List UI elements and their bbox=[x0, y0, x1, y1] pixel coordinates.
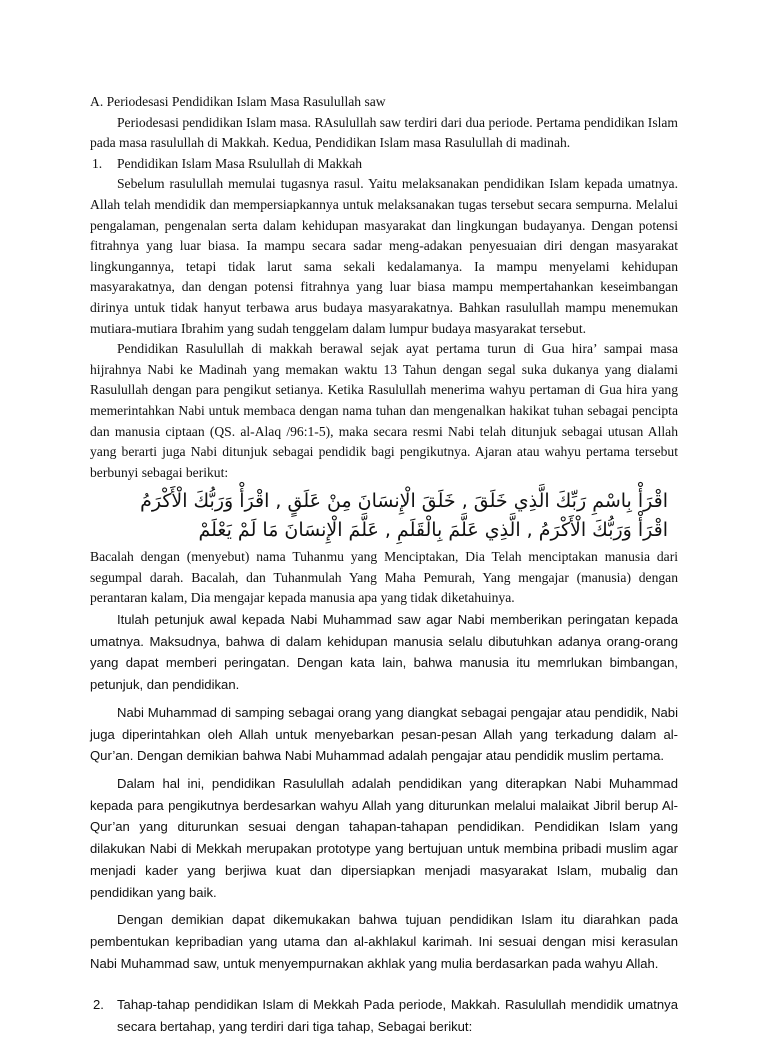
arabic-verse-line: اقْرَأْ وَرَبُّكَ الْأَكْرَمُ , الَّذِي عَلَّمَ بِالْقَلَمِ , عَلَّمَ الْإِنسَانَ مَا لَمْ يَعْلَمْ bbox=[198, 519, 668, 542]
list-number: 2. bbox=[93, 997, 104, 1013]
section-intro-paragraph: Periodesasi pendidikan Islam masa. RAsulullah saw terdiri dari dua periode. Pertama pendidikan Islam pada masa rasulullah di Makkah. Kedua, Pendidikan Islam masa Rasulullah di madinah. bbox=[90, 114, 678, 151]
paragraph: Dengan demikian dapat dikemukakan bahwa tujuan pendidikan Islam itu diarahkan pada pembentukan kepribadian yang utama dan al-akhlakul karimah. Ini sesuai dengan misi kerasulan Nabi Muhammad saw, untuk menyempurnakan akhlak yang mulia berdasarkan pada wahyu Allah. bbox=[90, 912, 678, 971]
list-item-text: Tahap-tahap pendidikan Islam di Mekkah Pada periode, Makkah. Rasulullah mendidik umatnya secara bertahap, yang terdiri dari tiga tahap, Sebagai berikut: bbox=[117, 997, 678, 1035]
verse-translation: Bacalah dengan (menyebut) nama Tuhanmu yang Menciptakan, Dia Telah menciptakan manusia dari segumpal darah. Bacalah, dan Tuhanmulah Yang Maha Pemurah, Yang mengajar (manusia) dengan perantaran kalam, Dia mengajar kepada manusia apa yang tidak diketahuinya. bbox=[90, 549, 678, 606]
paragraph: Sebelum rasulullah memulai tugasnya rasul. Yaitu melaksanakan pendidikan Islam kepada umatnya. Allah telah mendidik dan mempersiapkannya untuk melaksanakan tugas tersebut secara sempurna. Melalui pengalaman, pengenalan serta dalam kehidupan masyarakat dan lingkungan budayanya. Dengan potensi fitrahnya yang luar biasa. Ia mampu secara sadar meng-adakan penyesuaian diri dengan masyarakat lingkungannya, tetapi tidak larut sama sekali kedalamanya. Ia mampu menyelami kehidupan masyarakatnya, dan dengan potensi fitrahnya yang luar biasa mampu mempertahankan keseimbangan dirinya untuk tidak hanyut terbawa arus budaya masyarakatnya. Bahkan rasulullah mampu menemukan mutiara-mutiara Ibrahim yang sudah tenggelam dalam lumpur budaya masyarakat tersebut. bbox=[90, 176, 678, 336]
paragraph: Dalam hal ini, pendidikan Rasulullah adalah pendidikan yang diterapkan Nabi Muhammad kepada para pengikutnya berdesarkan wahyu Allah yang diturunkan melalui malaikat Jibril berup Al-Qur’an yang diturunkan sesuai dengan tahapan-tahapan pendidikan. Pendidikan Islam yang dilakukan Nabi di Mekkah merupakan prototype yang bertujuan untuk membina pribadi muslim agar menjadi kader yang berjiwa kuat dan dipersiapkan menjadi masyarakat Islam, mubalig dan pendidikan yang baik. bbox=[90, 775, 678, 900]
paragraph: Nabi Muhammad di samping sebagai orang yang diangkat sebagai pengajar atau pendidik, Nabi juga diperintahkan oleh Allah untuk menyebarkan pesan-pesan Allah yang terkadung dalam al-Qur’an. Dengan demikian bahwa Nabi Muhammad adalah pengajar atau pendidik muslim pertama. bbox=[90, 704, 678, 764]
arabic-verse-block bbox=[90, 483, 678, 547]
sans-section bbox=[90, 609, 678, 1038]
document-body bbox=[90, 92, 678, 1038]
paragraph: Itulah petunjuk awal kepada Nabi Muhammad saw agar Nabi memberikan peringatan kepada umatnya. Maksudnya, bahwa di dalam kehidupan manusia selalu dibutuhkan adanya orang-orang yang dapat memberi peringatan. Dengan kata lain, bahwa manusia itu memrlukan bimbangan, petunjuk, dan pendidikan. bbox=[90, 612, 678, 693]
list-number: 1. bbox=[92, 155, 103, 171]
section-title: A. Periodesasi Pendidikan Islam Masa Rasulullah saw bbox=[90, 94, 386, 109]
paragraph: Pendidikan Rasulullah di makkah berawal sejak ayat pertama turun di Gua hira’ sampai masa hijrahnya Nabi ke Madinah yang memakan waktu 13 Tahun dengan segal suka dukanya yang dialami Rasulullah dengan para pengikut setianya. Ketika Rasulullah menerima wahyu pertaman di Gua hira yang memerintahkan Nabi untuk membaca dengan nama tuhan dan mengenalkan hakikat tuhan sebagai pencipta dan manusia ciptaan (QS. al-Alaq /96:1-5), maka secara resmi Nabi telah ditunjuk sebagai utusan Allah yang berarti juga Nabi ditunjuk sebagai pendidik bagi pengikutnya. Ajaran atau wahyu pertama tersebut berbunyi sebagai berikut: bbox=[90, 341, 678, 480]
arabic-verse-line: اقْرَأْ بِاسْمِ رَبِّكَ الَّذِي خَلَقَ , خَلَقَ الْإِنسَانَ مِنْ عَلَقٍ , اقْرَأْ وَرَبُّكَ الْأَكْرَمُ bbox=[140, 490, 668, 513]
list-item-2 bbox=[90, 994, 678, 1037]
subsection-title: Pendidikan Islam Masa Rsulullah di Makkah bbox=[117, 155, 363, 171]
list-item-1-heading bbox=[90, 154, 678, 175]
